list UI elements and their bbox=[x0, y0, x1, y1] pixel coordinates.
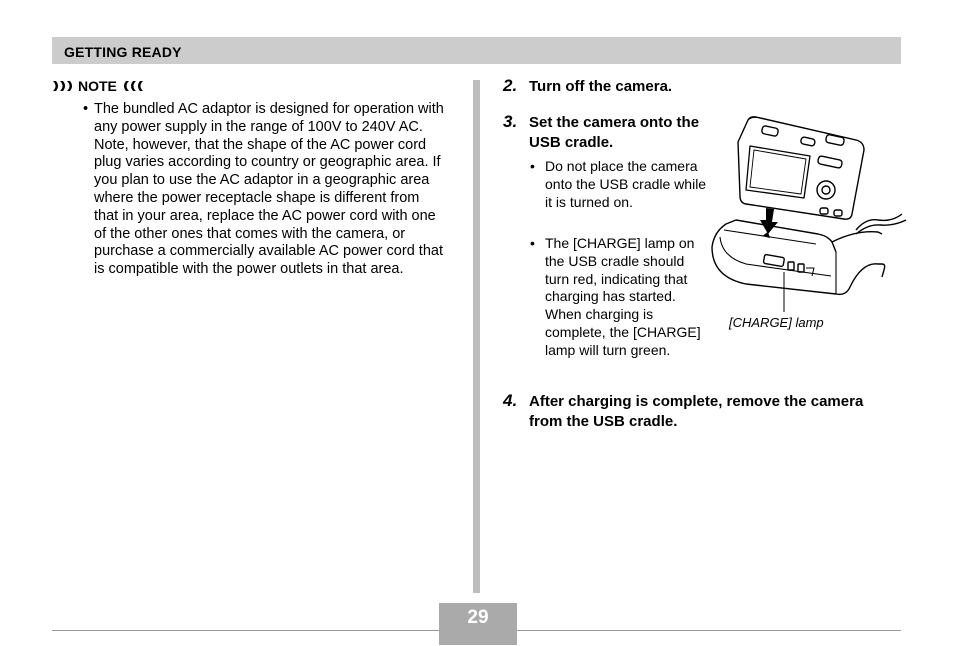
camera-on-cradle-illustration bbox=[706, 112, 912, 312]
step-number-2: 2. bbox=[503, 76, 518, 95]
section-title: GETTING READY bbox=[64, 44, 182, 60]
column-divider bbox=[473, 80, 480, 593]
step-number-4: 4. bbox=[503, 391, 518, 410]
figure-caption: [CHARGE] lamp bbox=[729, 315, 824, 330]
bullet-dot: • bbox=[530, 158, 535, 174]
page-number: 29 bbox=[467, 607, 489, 628]
note-paragraph: The bundled AC adaptor is designed for operation with any power supply in the range of 100V to 240V AC. Note, however, that the shape of the AC power cord plug varies according to country or geographic area. If you plan to use the AC adaptor in a geographic area where the power receptacle shape is different from that in your area, replace the AC power cord with one of the other ones that comes with the camera, or purchase a commercially available AC power cord that is compatible with the power outlets in that area. bbox=[94, 101, 444, 278]
step-number-3: 3. bbox=[503, 112, 518, 131]
note-right-marker-icon bbox=[122, 80, 144, 92]
note-label: NOTE bbox=[78, 78, 117, 94]
step-text-4: After charging is complete, remove the camera from the USB cradle. bbox=[529, 393, 864, 430]
section-header-bar bbox=[52, 37, 901, 64]
note-heading bbox=[52, 78, 144, 94]
note-bullet: • bbox=[83, 101, 89, 117]
step-3-bullet-2: The [CHARGE] lamp on the USB cradle should turn red, indicating that charging has started. When charging is complete, the [CHARGE] lamp will turn green. bbox=[545, 235, 701, 358]
bullet-dot: • bbox=[530, 235, 535, 251]
step-3-bullet-1: Do not place the camera onto the USB cradle while it is turned on. bbox=[545, 158, 707, 210]
step-text-3: Set the camera onto the USB cradle. bbox=[529, 114, 700, 151]
page-number-box bbox=[439, 603, 517, 645]
step-text-2: Turn off the camera. bbox=[529, 78, 673, 95]
note-left-marker-icon bbox=[52, 80, 74, 92]
